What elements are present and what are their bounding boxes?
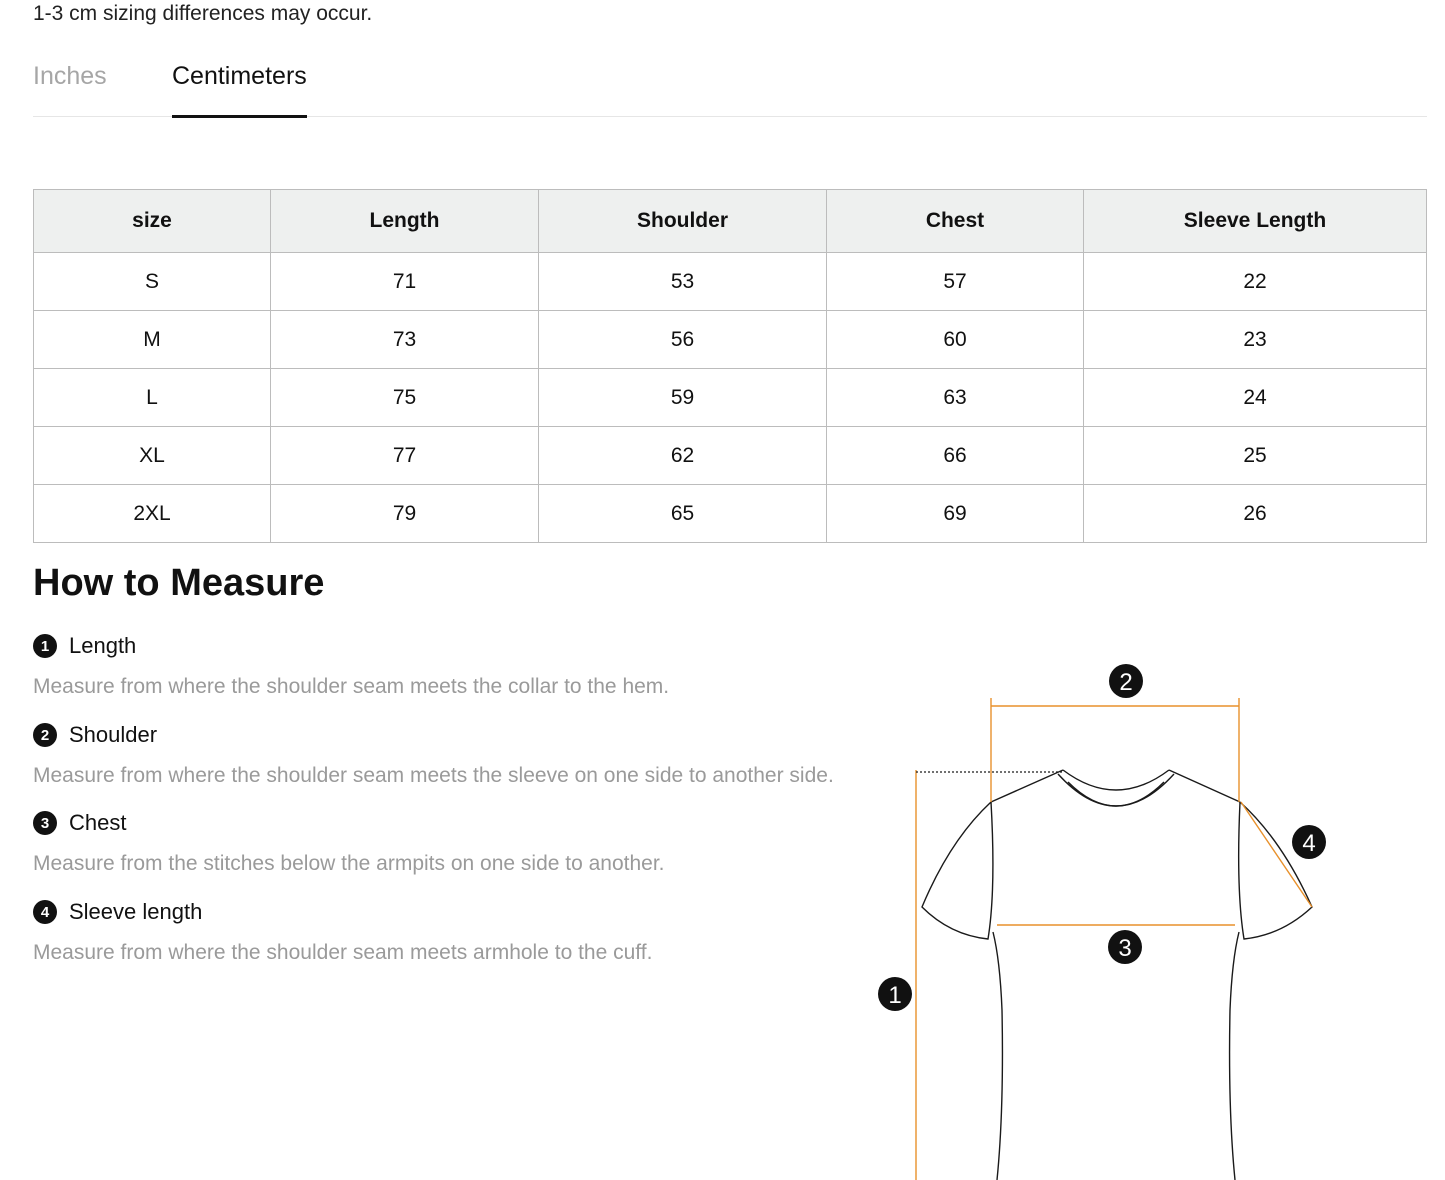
table-cell: 73 [271, 311, 539, 369]
table-row [34, 369, 1427, 427]
measure-description: Measure from where the shoulder seam meets armhole to the cuff. [33, 941, 653, 964]
table-cell: 69 [827, 485, 1084, 543]
svg-text:3: 3 [1118, 935, 1132, 962]
table-cell: 53 [539, 253, 827, 311]
table-cell: 63 [827, 369, 1084, 427]
table-cell: S [34, 253, 271, 311]
table-cell: M [34, 311, 271, 369]
measure-label: Length [69, 633, 137, 658]
table-cell: 62 [539, 427, 827, 485]
tab-centimeters[interactable]: Centimeters [172, 56, 307, 117]
marker-1-icon [878, 977, 912, 1011]
column-header-size: size [34, 190, 271, 253]
measure-label: Sleeve length [69, 899, 203, 924]
table-row [34, 427, 1427, 485]
marker-2-icon [1109, 664, 1143, 698]
measure-description: Measure from where the shoulder seam meets the collar to the hem. [33, 675, 670, 698]
number-2-icon: 2 [33, 723, 57, 747]
table-cell: 60 [827, 311, 1084, 369]
table-cell: 66 [827, 427, 1084, 485]
measure-item-length [33, 631, 669, 699]
table-cell: 23 [1084, 311, 1427, 369]
tshirt-measurement-diagram [860, 650, 1330, 1180]
number-4-icon: 4 [33, 900, 57, 924]
svg-text:2: 2 [1119, 669, 1133, 696]
column-header-chest: Chest [827, 190, 1084, 253]
table-cell: 71 [271, 253, 539, 311]
table-cell: 75 [271, 369, 539, 427]
measure-item-chest [33, 808, 665, 876]
table-header-row [34, 190, 1427, 253]
table-cell: 77 [271, 427, 539, 485]
table-cell: 65 [539, 485, 827, 543]
table-row [34, 485, 1427, 543]
svg-text:1: 1 [888, 982, 902, 1009]
table-cell: 22 [1084, 253, 1427, 311]
marker-4-icon [1292, 825, 1326, 859]
table-cell: 24 [1084, 369, 1427, 427]
table-cell: 59 [539, 369, 827, 427]
how-to-measure-title: How to Measure [33, 562, 325, 604]
measure-item-sleeve-length [33, 897, 652, 965]
svg-text:4: 4 [1302, 830, 1316, 857]
table-cell: 79 [271, 485, 539, 543]
table-cell: XL [34, 427, 271, 485]
table-cell: 25 [1084, 427, 1427, 485]
number-1-icon: 1 [33, 634, 57, 658]
size-table [33, 189, 1427, 543]
table-cell: 57 [827, 253, 1084, 311]
table-row [34, 253, 1427, 311]
column-header-shoulder: Shoulder [539, 190, 827, 253]
table-cell: 2XL [34, 485, 271, 543]
measure-description: Measure from where the shoulder seam meets the sleeve on one side to another side. [33, 764, 834, 787]
number-3-icon: 3 [33, 811, 57, 835]
table-cell: 26 [1084, 485, 1427, 543]
tab-inches[interactable]: Inches [33, 62, 107, 90]
column-header-sleeve-length: Sleeve Length [1084, 190, 1427, 253]
measure-description: Measure from the stitches below the armpits on one side to another. [33, 852, 665, 875]
unit-tabs [33, 56, 1427, 117]
table-row [34, 311, 1427, 369]
measure-label: Chest [69, 810, 127, 835]
table-cell: 56 [539, 311, 827, 369]
column-header-length: Length [271, 190, 539, 253]
tshirt-outline [922, 770, 1312, 1180]
measure-item-shoulder [33, 720, 834, 788]
table-cell: L [34, 369, 271, 427]
sizing-note: 1-3 cm sizing differences may occur. [33, 2, 373, 25]
measure-label: Shoulder [69, 722, 158, 747]
marker-3-icon [1108, 930, 1142, 964]
